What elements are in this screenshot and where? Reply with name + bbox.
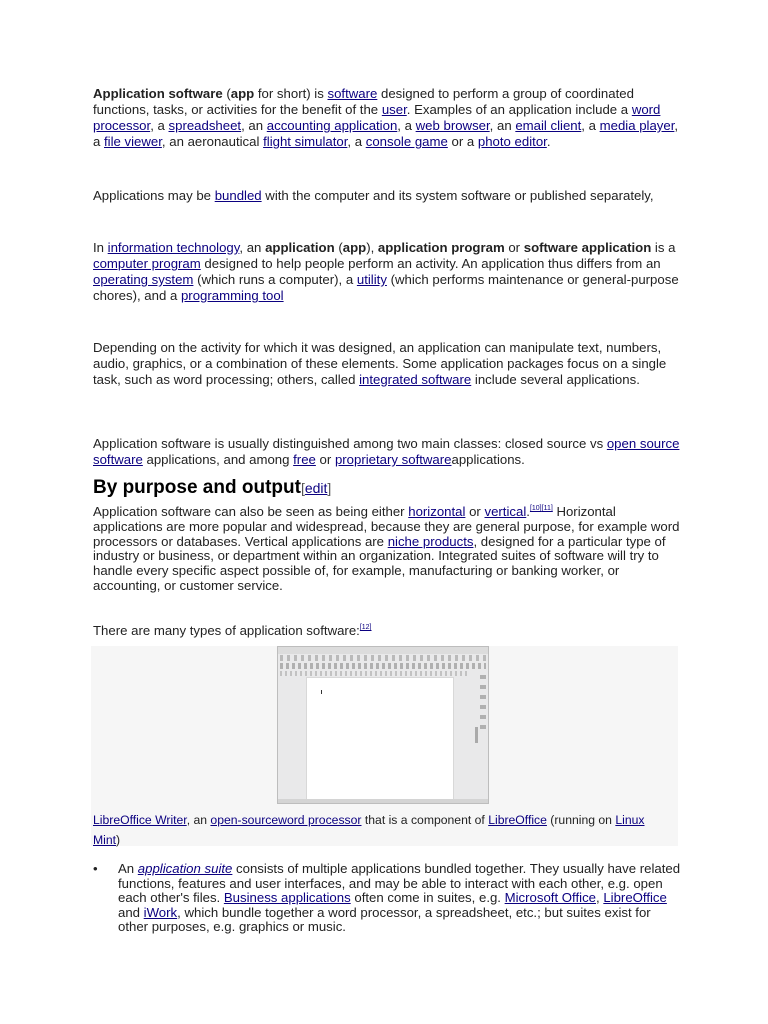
link-information-technology[interactable]: information technology bbox=[107, 240, 240, 255]
link-text: application suite bbox=[137, 861, 233, 876]
term-app: app bbox=[342, 240, 367, 255]
text: , a bbox=[150, 118, 169, 133]
link-integrated-software[interactable]: integrated software bbox=[359, 372, 472, 387]
status-bar bbox=[278, 799, 488, 803]
text: or bbox=[465, 504, 485, 519]
text-cursor bbox=[321, 690, 322, 694]
link-software[interactable]: software bbox=[327, 86, 378, 101]
text: include several applications. bbox=[471, 372, 640, 387]
term-software-application: software application bbox=[523, 240, 652, 255]
link-computer-program[interactable]: computer program bbox=[93, 256, 201, 271]
text: , an bbox=[239, 240, 266, 255]
text: (which performs maintenance or general-purpose chores), and a bbox=[93, 272, 679, 303]
text: In bbox=[93, 240, 108, 255]
term-application-software: Application software bbox=[93, 86, 223, 101]
scrollbar bbox=[475, 727, 478, 743]
toolbar-formatting bbox=[280, 671, 470, 676]
link-bundled[interactable]: bundled bbox=[214, 188, 262, 203]
text: applications. bbox=[451, 452, 525, 467]
link-email-client[interactable]: email client bbox=[515, 118, 582, 133]
bullet-icon: • bbox=[93, 861, 98, 876]
citation-11[interactable]: [11] bbox=[541, 505, 553, 512]
text: , an bbox=[489, 118, 516, 133]
text: An bbox=[118, 861, 138, 876]
types-paragraph bbox=[93, 623, 372, 639]
libreoffice-writer-screenshot[interactable] bbox=[277, 646, 489, 804]
link-open-source-software[interactable]: open source software bbox=[93, 436, 680, 467]
link-flight-simulator[interactable]: flight simulator bbox=[263, 134, 348, 149]
toolbar-standard bbox=[280, 663, 486, 669]
link-web-browser[interactable]: web browser bbox=[415, 118, 490, 133]
heading-title: By purpose and output bbox=[93, 477, 301, 498]
text: ) bbox=[116, 833, 121, 847]
link-iwork[interactable]: iWork bbox=[143, 904, 178, 920]
definition-paragraph bbox=[93, 240, 683, 304]
text: Application software is usually distinguished among two main classes: closed source vs bbox=[93, 436, 607, 451]
text: Application software can also be seen as being either bbox=[93, 504, 409, 519]
text: consists of multiple applications bundled together. They usually have related functions, features and user interfaces, and may be able to interact with each other, e.g. open each other's files. bbox=[118, 861, 681, 906]
text: is a bbox=[651, 240, 676, 255]
link-horizontal[interactable]: horizontal bbox=[408, 504, 466, 519]
link-media-player[interactable]: media player bbox=[599, 118, 675, 133]
edit-section bbox=[301, 480, 331, 496]
text: , an aeronautical bbox=[161, 134, 264, 149]
term-application-program: application program bbox=[377, 240, 505, 255]
document-page bbox=[306, 677, 454, 803]
text: often come in suites, e.g. bbox=[350, 890, 505, 906]
term-app: app bbox=[230, 86, 255, 101]
text: designed to perform a group of coordinated functions, tasks, or activities for the benefit of the bbox=[93, 86, 634, 117]
text: or bbox=[504, 240, 524, 255]
term-application: application bbox=[265, 240, 335, 255]
text: , a bbox=[93, 118, 679, 149]
text: ), bbox=[366, 240, 378, 255]
bundled-paragraph bbox=[93, 188, 654, 204]
list-item bbox=[93, 862, 683, 935]
text: (which runs a computer), a bbox=[193, 272, 357, 287]
text: Depending on the activity for which it was designed, an application can manipulate text, numbers, audio, graphics, or a combination of these elements. Some application packages focus on a single task, such as word processing; others, called bbox=[93, 340, 667, 387]
intro-paragraph bbox=[93, 86, 683, 150]
text: ( bbox=[334, 240, 343, 255]
citation-10[interactable]: [10] bbox=[529, 505, 542, 512]
text: . bbox=[526, 504, 530, 519]
text: that is a component of bbox=[361, 813, 489, 827]
section-heading bbox=[93, 476, 331, 500]
text: , bbox=[596, 890, 604, 906]
text: ( bbox=[222, 86, 231, 101]
types-list bbox=[93, 862, 683, 935]
text: . bbox=[546, 134, 551, 149]
link-proprietary-software[interactable]: proprietary software bbox=[334, 452, 452, 467]
citation-12[interactable]: [12] bbox=[359, 624, 372, 631]
text: or bbox=[315, 452, 335, 467]
link-word-processor[interactable]: word processor bbox=[93, 102, 661, 133]
text: (running on bbox=[546, 813, 616, 827]
menu-bar bbox=[280, 655, 486, 661]
text: , which bundle together a word processor, a spreadsheet, etc.; but suites exist for other purposes, e.g. graphics or music. bbox=[118, 904, 651, 935]
text: , a bbox=[347, 134, 366, 149]
figure-caption bbox=[93, 810, 673, 850]
text: , a bbox=[581, 118, 600, 133]
text: Horizontal applications are more popular and widespread, because they are general purpose, for example word processors or databases. Vertical applications are bbox=[93, 504, 680, 549]
text: and bbox=[118, 904, 144, 920]
link-libreoffice[interactable]: LibreOffice bbox=[603, 890, 667, 906]
link-utility[interactable]: utility bbox=[356, 272, 387, 287]
bracket: ] bbox=[327, 480, 332, 496]
text: , an bbox=[186, 813, 211, 827]
link-libreoffice-writer[interactable]: LibreOffice Writer bbox=[93, 813, 187, 827]
link-open-source-word-processor[interactable]: open-sourceword processor bbox=[210, 813, 362, 827]
classes-paragraph bbox=[93, 436, 683, 468]
text: applications, and among bbox=[142, 452, 294, 467]
text: , an bbox=[241, 118, 267, 133]
bracket: [ bbox=[300, 480, 305, 496]
activity-paragraph bbox=[93, 340, 683, 388]
text: , designed for a particular type of industry or business, or department within an organization. Integrated suites of software will try to handle every specific aspect possible of, for example, manufacturing or banking worker, or accounting, or customer service. bbox=[93, 533, 666, 593]
link-accounting-application[interactable]: accounting application bbox=[266, 118, 398, 133]
link-libreoffice[interactable]: LibreOffice bbox=[488, 813, 547, 827]
window-titlebar bbox=[278, 647, 488, 654]
link-operating-system[interactable]: operating system bbox=[93, 272, 194, 287]
link-spreadsheet[interactable]: spreadsheet bbox=[168, 118, 242, 133]
link-vertical[interactable]: vertical bbox=[484, 504, 527, 519]
text: for short) is bbox=[254, 86, 328, 101]
text: with the computer and its system software or published separately, bbox=[261, 188, 654, 203]
link-console-game[interactable]: console game bbox=[365, 134, 448, 149]
text: or a bbox=[447, 134, 478, 149]
text: , a bbox=[397, 118, 416, 133]
link-business-applications[interactable]: Business applications bbox=[223, 890, 351, 906]
link-photo-editor[interactable]: photo editor bbox=[477, 134, 547, 149]
link-microsoft-office[interactable]: Microsoft Office bbox=[504, 890, 596, 906]
edit-link[interactable]: edit bbox=[304, 480, 328, 496]
link-application-suite[interactable] bbox=[138, 861, 233, 876]
purpose-paragraph bbox=[93, 505, 683, 594]
link-file-viewer[interactable]: file viewer bbox=[104, 134, 162, 149]
link-user[interactable]: user bbox=[381, 102, 407, 117]
link-linux-mint[interactable]: Linux Mint bbox=[93, 813, 645, 847]
text: designed to help people perform an activity. An application thus differs from an bbox=[200, 256, 661, 271]
sidebar-icons bbox=[480, 675, 486, 735]
link-programming-tool[interactable]: programming tool bbox=[180, 288, 284, 303]
text: . Examples of an application include a bbox=[406, 102, 632, 117]
link-niche-products[interactable]: niche products bbox=[387, 533, 474, 549]
text: There are many types of application software: bbox=[93, 623, 360, 638]
link-free[interactable]: free bbox=[293, 452, 316, 467]
text: Applications may be bbox=[93, 188, 215, 203]
